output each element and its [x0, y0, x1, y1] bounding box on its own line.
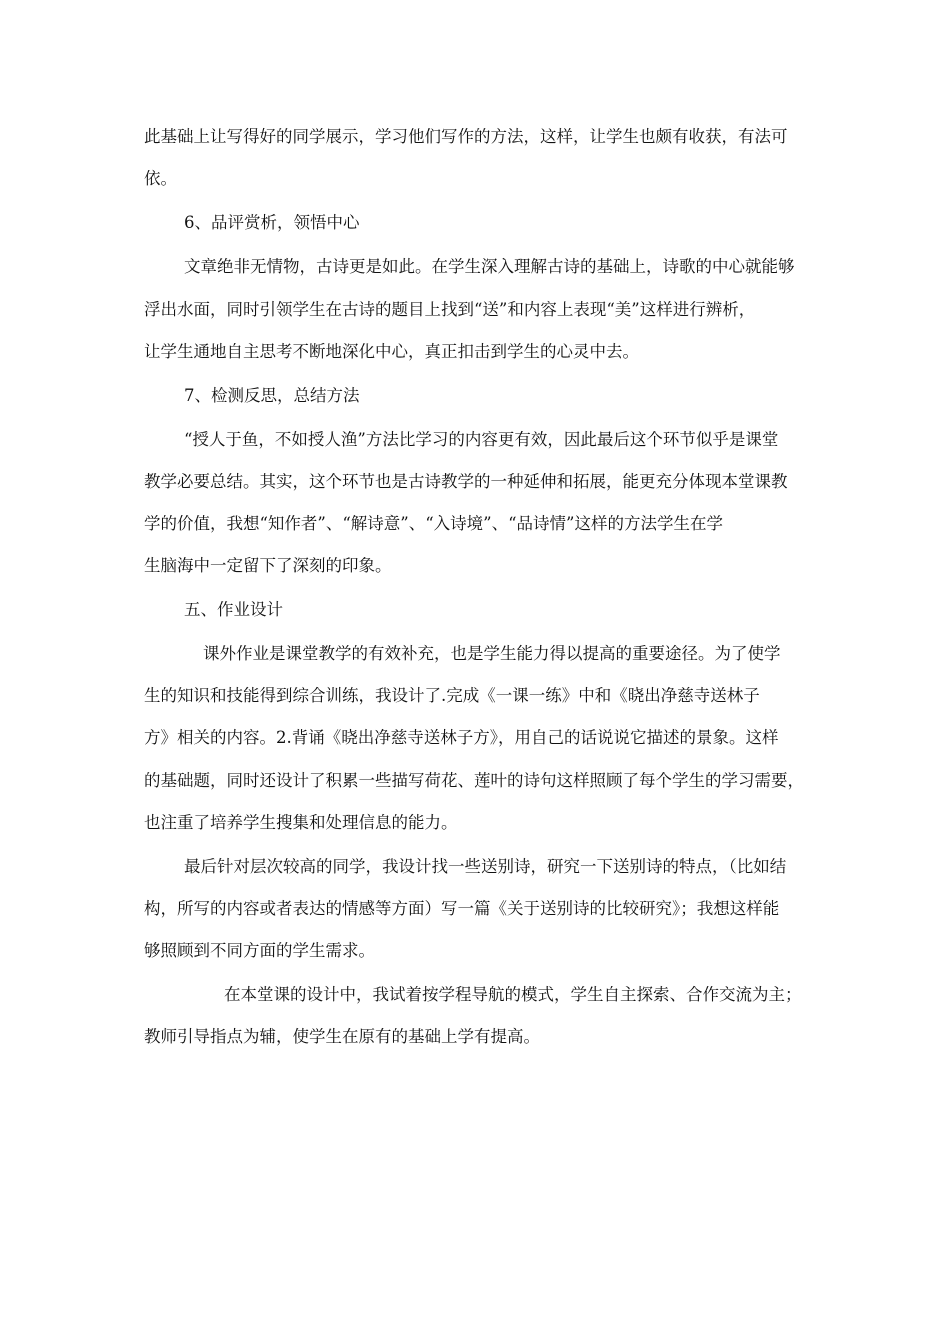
paragraph-line: 生脑海中一定留下了深刻的印象。 [144, 556, 392, 575]
paragraph-line: 依。 [144, 169, 177, 188]
paragraph-line: 在本堂课的设计中，我试着按学程导航的模式，学生自主探索、合作交流为主； [224, 985, 802, 1004]
paragraph-line: 文章绝非无情物，古诗更是如此。在学生深入理解古诗的基础上，诗歌的中心就能够 [184, 257, 795, 276]
paragraph-line: 教学必要总结。其实，这个环节也是古诗教学的一种延伸和拓展，能更充分体现本堂课教 [144, 472, 788, 491]
paragraph-line: 让学生通地自主思考不断地深化中心，真正扣击到学生的心灵中去。 [144, 342, 639, 361]
paragraph-line: 最后针对层次较高的同学，我设计找一些送别诗，研究一下送别诗的特点，（比如结 [184, 857, 787, 876]
paragraph-line: “授人于鱼，不如授人渔”方法比学习的内容更有效，因此最后这个环节似乎是课堂 [184, 430, 779, 449]
paragraph-line: 此基础上让写得好的同学展示，学习他们写作的方法，这样，让学生也颇有收获，有法可 [144, 127, 788, 146]
paragraph-line: 也注重了培养学生搜集和处理信息的能力。 [144, 813, 458, 832]
paragraph-line: 教师引导指点为辅，使学生在原有的基础上学有提高。 [144, 1027, 540, 1046]
paragraph-line: 学的价值，我想“知作者”、“解诗意”、“入诗境”、“品诗情”这样的方法学生在学 [144, 514, 723, 533]
paragraph-line: 的基础题，同时还设计了积累一些描写荷花、莲叶的诗句这样照顾了每个学生的学习需要， [144, 771, 804, 790]
section-heading: 五、作业设计 [184, 600, 283, 619]
paragraph-line: 课外作业是课堂教学的有效补充，也是学生能力得以提高的重要途径。为了使学 [203, 644, 781, 663]
paragraph-line: 构，所写的内容或者表达的情感等方面）写一篇《关于送别诗的比较研究》；我想这样能 [144, 899, 780, 918]
paragraph-line: 方》相关的内容。2.背诵《晓出净慈寺送林子方》，用自己的话说说它描述的景象。这样 [144, 728, 779, 747]
section-heading: 7、检测反思，总结方法 [184, 386, 360, 405]
section-heading: 6、品评赏析，领悟中心 [184, 213, 360, 232]
paragraph-line: 生的知识和技能得到综合训练，我设计了.完成《一课一练》中和《晓出净慈寺送林子 [144, 686, 760, 705]
paragraph-line: 浮出水面，同时引领学生在古诗的题目上找到“送”和内容上表现“美”这样进行辨析， [144, 300, 756, 319]
paragraph-line: 够照顾到不同方面的学生需求。 [144, 941, 375, 960]
